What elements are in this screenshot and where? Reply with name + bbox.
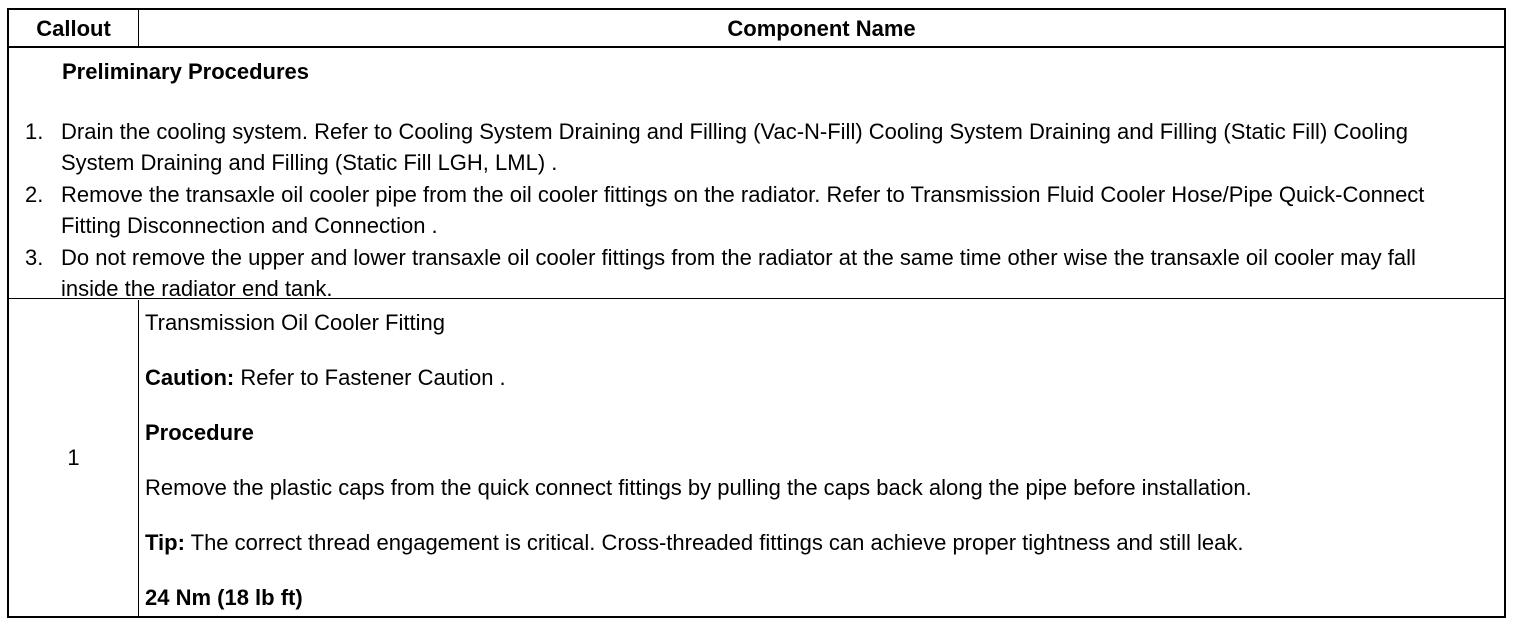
- torque-spec: 24 Nm (18 lb ft): [145, 585, 303, 610]
- table-row: [9, 300, 1504, 616]
- preliminary-procedures-row: [9, 48, 1504, 299]
- table-header-row: [9, 10, 1504, 48]
- callout-number: 1: [9, 300, 139, 616]
- caution-label: Caution:: [145, 365, 235, 390]
- component-details: [145, 310, 1494, 640]
- callout-header: Callout: [9, 10, 139, 46]
- procedure-text: Remove the plastic caps from the quick connect fittings by pulling the caps back along the pipe before installation.: [145, 475, 1252, 500]
- component-name-header: Component Name: [727, 16, 916, 41]
- step-text: Drain the cooling system. Refer to Cooling System Draining and Filling (Vac-N-Fill) Cooling System Draining and Filling (Static Fill) Cooling System Draining and Filling (Static Fill LGH, LML) .: [61, 119, 1408, 175]
- preliminary-step: [9, 179, 1479, 241]
- step-text: Do not remove the upper and lower transaxle oil cooler fittings from the radiator at the same time other wise the transaxle oil cooler may fall inside the radiator end tank.: [61, 245, 1416, 301]
- preliminary-steps-list: [9, 116, 1479, 305]
- tip-note: [145, 530, 1494, 556]
- tip-label: Tip:: [145, 530, 185, 555]
- step-text: Remove the transaxle oil cooler pipe from the oil cooler fittings on the radiator. Refer to Transmission Fluid Cooler Hose/Pipe Quick-Connect Fitting Disconnection and Connection .: [61, 182, 1425, 238]
- tip-text: The correct thread engagement is critical. Cross-threaded fittings can achieve proper tightness and still leak.: [184, 530, 1244, 555]
- component-table: [7, 8, 1506, 618]
- preliminary-procedures-title: Preliminary Procedures: [62, 59, 310, 84]
- step-number: 3.: [25, 245, 44, 270]
- caution-note: [145, 365, 1494, 391]
- preliminary-step: [9, 116, 1479, 178]
- procedure-heading: Procedure: [145, 420, 254, 445]
- caution-text: Refer to Fastener Caution .: [234, 365, 506, 390]
- component-name: Transmission Oil Cooler Fitting: [145, 310, 445, 335]
- step-number: 1.: [25, 119, 44, 144]
- preliminary-step: [9, 242, 1479, 304]
- step-number: 2.: [25, 182, 44, 207]
